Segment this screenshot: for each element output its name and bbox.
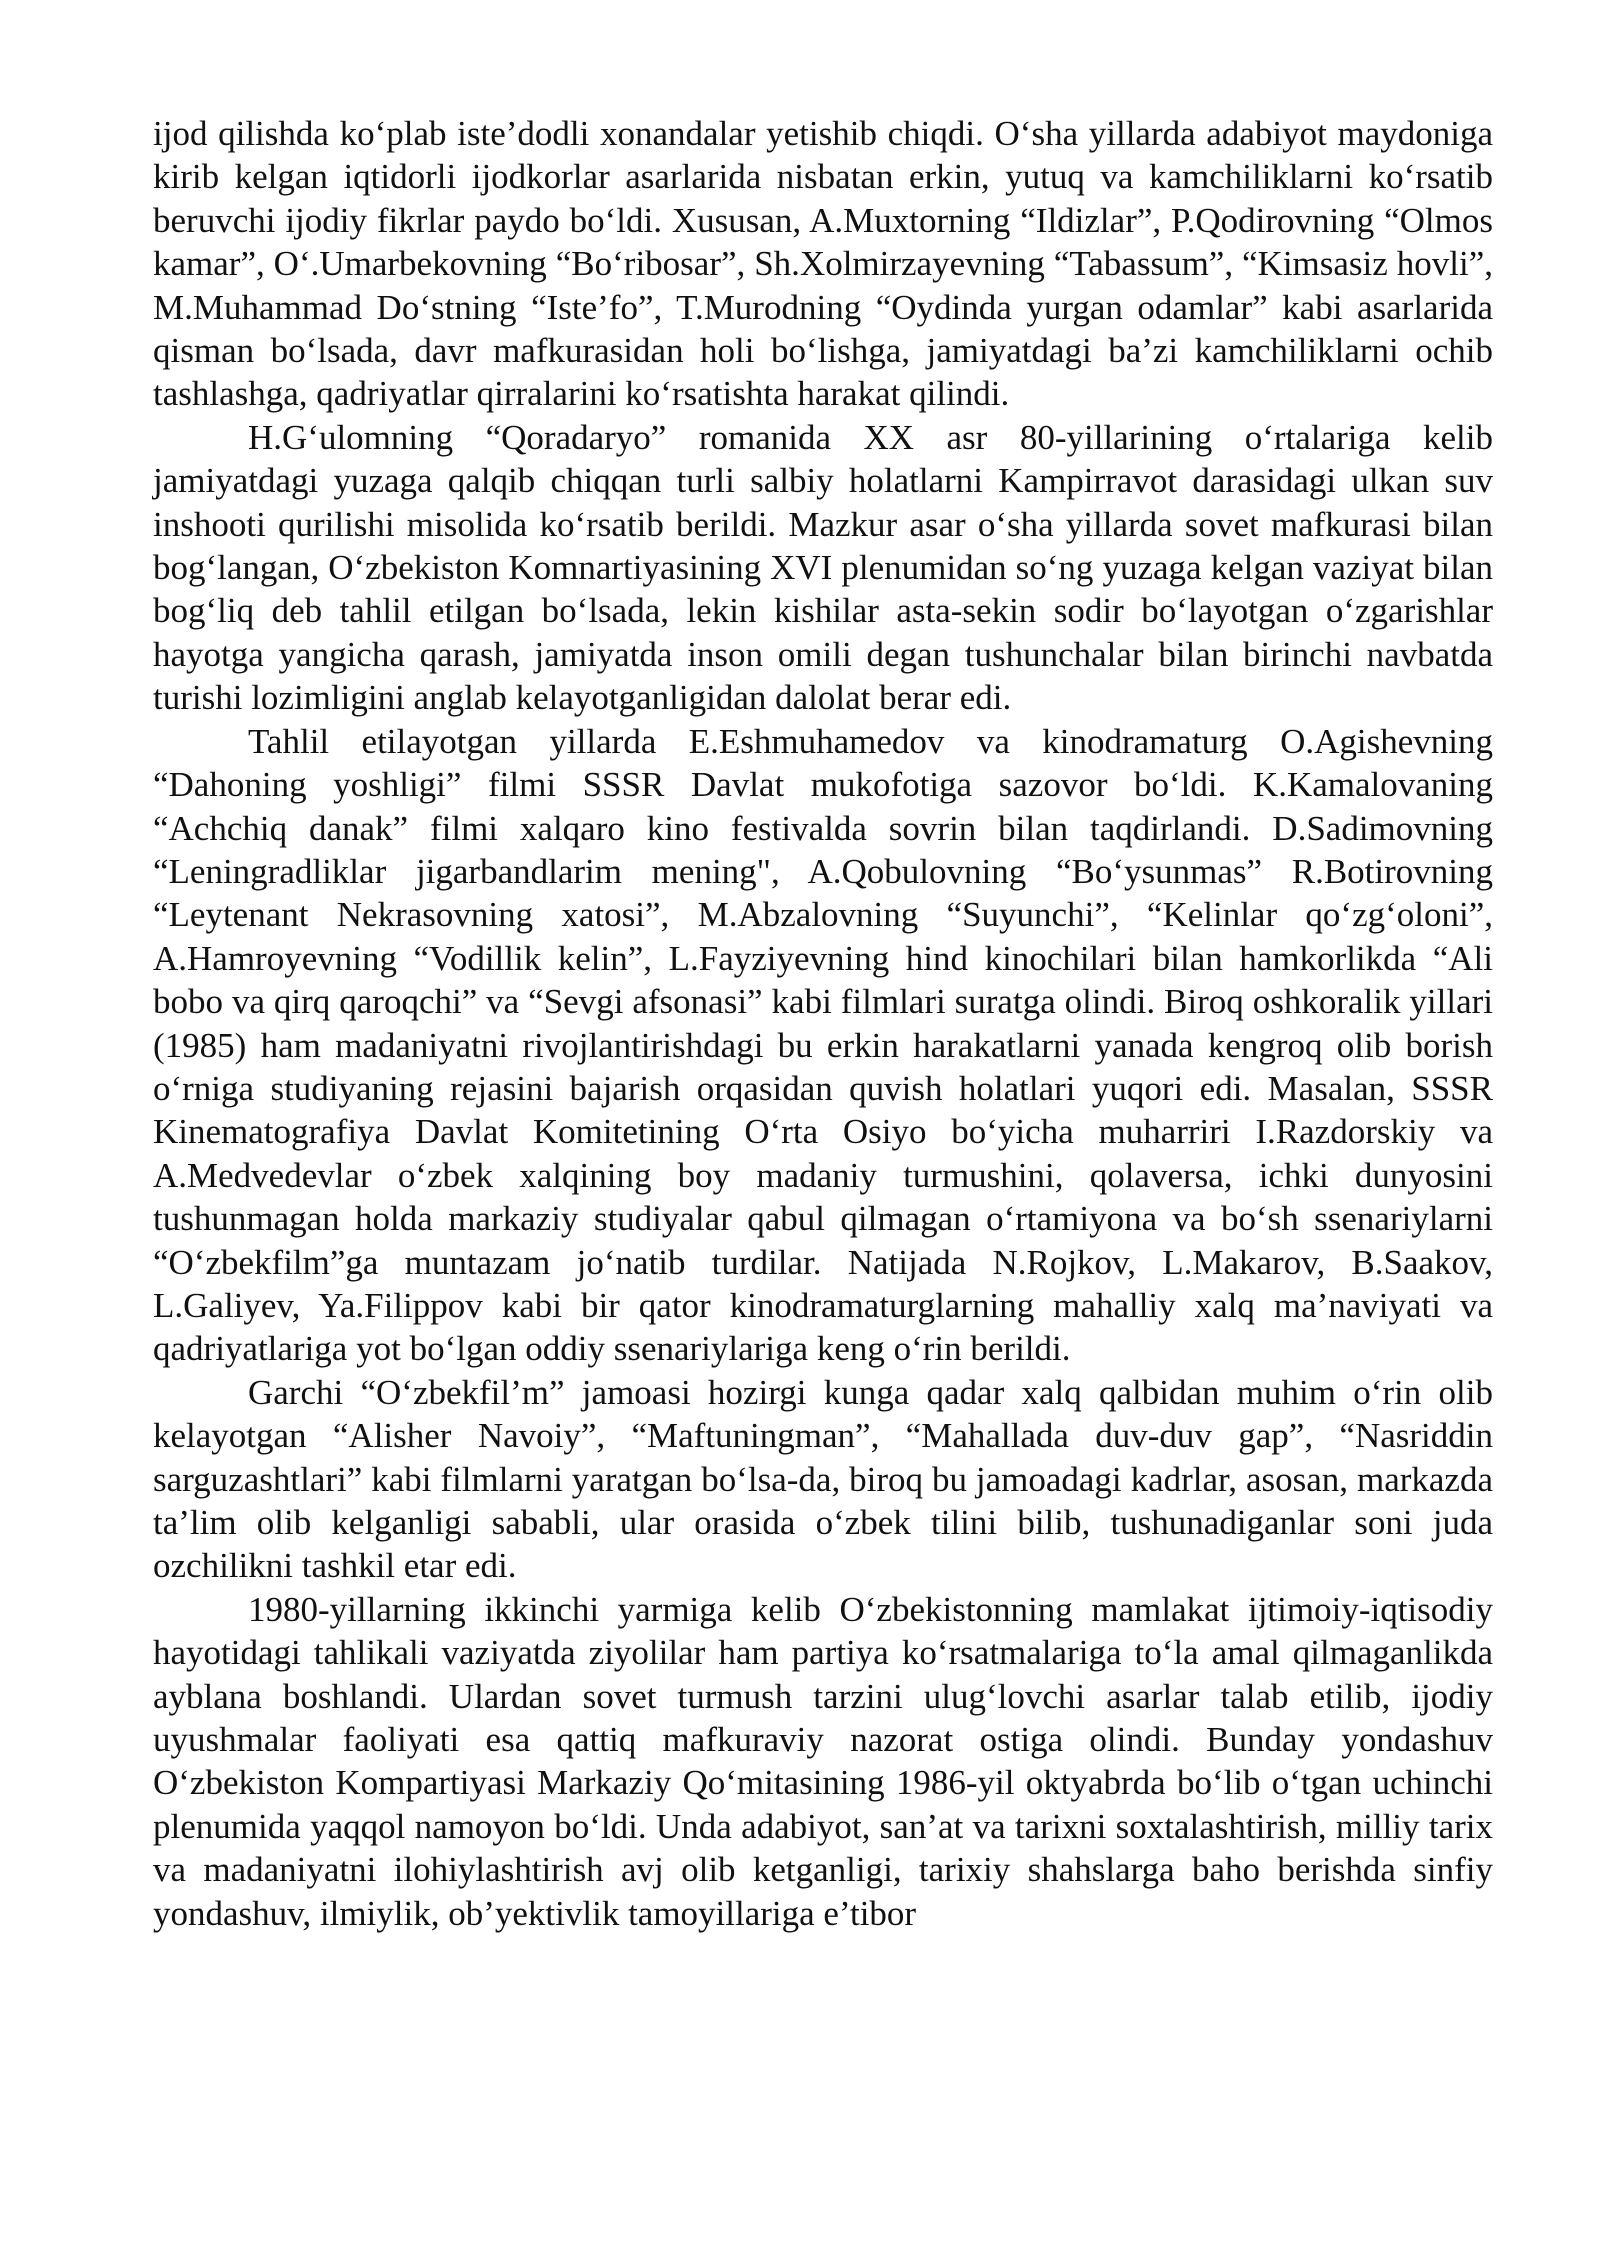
paragraph-1: ijod qilishda ko‘plab iste’dodli xonandalar yetishib chiqdi. O‘sha yillarda adabiyot maydoniga kirib kelgan iqtidorli ijodkorlar asarlarida nisbatan erkin, yutuq va kamchiliklarni ko‘rsatib beruvchi ijodiy fikrlar paydo bo‘ldi. Xususan, A.Muxtorning “Ildizlar”, P.Qodirovning “Olmos kamar”, O‘.Umarbekovning “Bo‘ribosar”, Sh.Xolmirzayevning “Tabassum”, “Kimsasiz hovli”, M.Muhammad Do‘stning “Iste’fo”, T.Murodning “Oydinda yurgan odamlar” kabi asarlarida qisman bo‘lsada, davr mafkurasidan holi bo‘lishga, jamiyatdagi ba’zi kamchiliklarni ochib tashlashga, qadriyatlar qirralarini ko‘rsatishta harakat qilindi. (153, 114, 1493, 414)
paragraph-2: H.G‘ulomning “Qoradaryo” romanida XX asr 80-yillarining o‘rtalariga kelib jamiyatdagi yuzaga qalqib chiqqan turli salbiy holatlarni Kampirravot darasidagi ulkan suv inshooti qurilishi misolida ko‘rsatib berildi. Mazkur asar o‘sha yillarda sovet mafkurasi bilan bog‘langan, O‘zbekiston Komnartiyasining XVI plenumidan so‘ng yuzaga kelgan vaziyat bilan bog‘liq deb tahlil etilgan bo‘lsada, lekin kishilar asta-sekin sodir bo‘layotgan o‘zgarishlar hayotga yangicha qarash, jamiyatda inson omili degan tushunchalar bilan birinchi navbatda turishi lozimligini anglab kelayotganligidan dalolat berar edi. (153, 417, 1493, 718)
paragraph-4: Garchi “O‘zbekfil’m” jamoasi hozirgi kunga qadar xalq qalbidan muhim o‘rin olib kelayotgan “Alisher Navoiy”, “Maftuningman”, “Mahallada duv-duv gap”, “Nasriddin sarguzashtlari” kabi filmlarni yaratgan bo‘lsa-da, biroq bu jamoadagi kadrlar, asosan, markazda ta’lim olib kelganligi sababli, ular orasida o‘zbek tilini bilib, tushunadiganlar soni juda ozchilikni tashkil etar edi. (153, 1372, 1493, 1586)
paragraph-3: Tahlil etilayotgan yillarda E.Eshmuhamedov va kinodramaturg O.Agishevning “Dahoning yoshligi” filmi SSSR Davlat mukofotiga sazovor bo‘ldi. K.Kamalovaning “Achchiq danak” filmi xalqaro kino festivalda sovrin bilan taqdirlandi. D.Sadimovning “Leningradliklar jigarbandlarim mening", A.Qobulovning “Bo‘ysunmas” R.Botirovning “Leytenant Nekrasovning xatosi”, M.Abzalovning “Suyunchi”, “Kelinlar qo‘zg‘oloni”, A.Hamroyevning “Vodillik kelin”, L.Fayziyevning hind kinochilari bilan hamkorlikda “Ali bobo va qirq qaroqchi” va “Sevgi afsonasi” kabi filmlari suratga olindi. Biroq oshkoralik yillari (1985) ham madaniyatni rivojlantirishdagi bu erkin harakatlarni yanada kengroq olib borish o‘rniga studiyaning rejasini bajarish orqasidan quvish holatlari yuqori edi. Masalan, SSSR Kinematografiya Davlat Komitetining O‘rta Osiyo bo‘yicha muharriri I.Razdorskiy va A.Medvedevlar o‘zbek xalqining boy madaniy turmushini, qolaversa, ichki dunyosini tushunmagan holda markaziy studiyalar qabul qilmagan o‘rtamiyona va bo‘sh ssenariylarni “O‘zbekfilm”ga muntazam jo‘natib turdilar. Natijada N.Rojkov, L.Makarov, B.Saakov, L.Galiyev, Ya.Filippov kabi bir qator kinodramaturglarning mahalliy xalq ma’naviyati va qadriyatlariga yot bo‘lgan oddiy ssenariylariga keng o‘rin berildi. (153, 721, 1493, 1369)
paragraph-5: 1980-yillarning ikkinchi yarmiga kelib O‘zbekistonning mamlakat ijtimoiy-iqtisodiy hayotidagi tahlikali vaziyatda ziyolilar ham partiya ko‘rsatmalariga to‘la amal qilmaganlikda ayblana boshlandi. Ulardan sovet turmush tarzini ulug‘lovchi asarlar talab etilib, ijodiy uyushmalar faoliyati esa qattiq mafkuraviy nazorat ostiga olindi. Bunday yondashuv O‘zbekiston Kompartiyasi Markaziy Qo‘mitasining 1986-yil oktyabrda bo‘lib o‘tgan uchinchi plenumida yaqqol namoyon bo‘ldi. Unda adabiyot, san’at va tarixni soxtalashtirish, milliy tarix va madaniyatni ilohiylashtirish avj olib ketganligi, tarixiy shahslarga baho berishda sinfiy yondashuv, ilmiylik, ob’yektivlik tamoyillariga e’tibor (153, 1589, 1493, 1933)
document-page (153, 112, 1493, 1935)
